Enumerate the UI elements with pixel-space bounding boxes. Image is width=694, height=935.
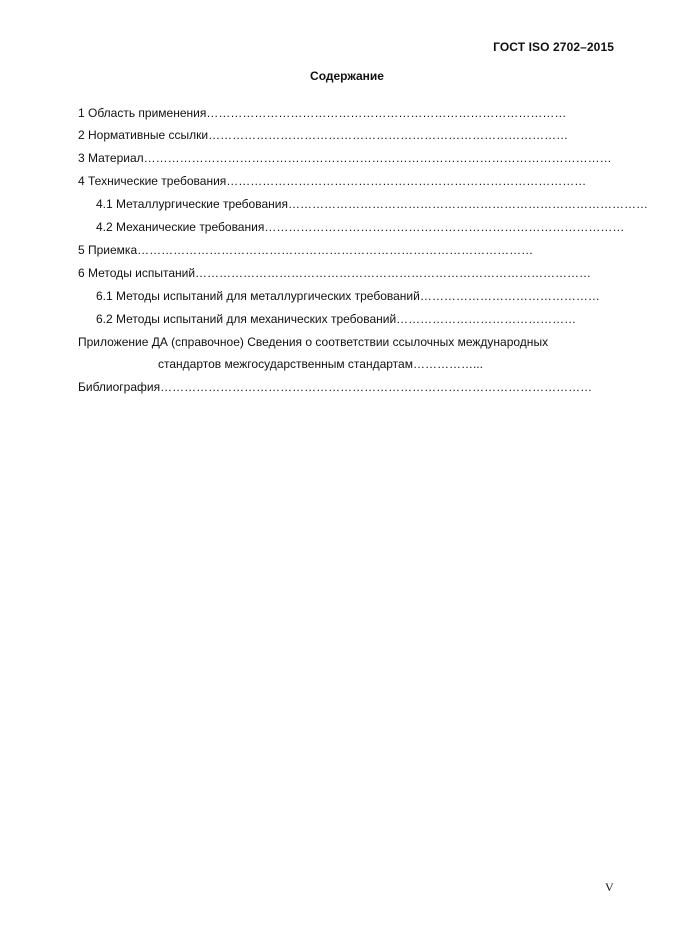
toc-entry-label: Приложение ДА (справочное) Сведения о соответствии ссылочных международных	[78, 335, 549, 349]
toc-leader-dots: ………………………………………………………………………………………………	[160, 380, 593, 394]
toc-entry-label: 6.1 Методы испытаний для металлургических требований	[96, 289, 420, 303]
toc-entry-material[interactable]	[78, 150, 618, 166]
toc-entry-label: 1 Область применения	[78, 106, 207, 120]
toc-entry-annex-da[interactable]	[78, 334, 618, 350]
table-of-contents	[78, 105, 648, 395]
document-code: ГОСТ ISO 2702–2015	[493, 40, 614, 54]
toc-leader-dots: ………………………………………	[419, 289, 600, 303]
toc-leader-dots: ………………………………………	[396, 312, 577, 326]
toc-entry-label: 4.2 Механические требования	[96, 220, 265, 234]
toc-leader-dots: ………………………………………………………………………………………………………	[143, 151, 612, 165]
toc-entry-acceptance[interactable]	[78, 242, 618, 258]
toc-entry-label: 5 Приемка	[78, 243, 138, 257]
toc-entry-label: 4 Технические требования	[78, 174, 227, 188]
toc-entry-normative-references[interactable]	[78, 127, 618, 143]
toc-leader-dots: ……………...	[412, 357, 483, 371]
toc-leader-dots: ………………………………………………………………………………	[287, 197, 648, 211]
toc-title: Содержание	[310, 69, 384, 83]
toc-entry-label: 2 Нормативные ссылки	[78, 128, 209, 142]
toc-leader-dots: ………………………………………………………………………………	[226, 174, 587, 188]
toc-entry-label: 4.1 Металлургические требования	[96, 197, 288, 211]
toc-entry-technical-requirements[interactable]	[78, 173, 618, 189]
toc-entry-annex-da-continuation[interactable]	[78, 356, 618, 372]
toc-entry-test-methods[interactable]	[78, 265, 618, 281]
toc-entry-label: 3 Материал	[78, 151, 144, 165]
toc-entry-label: стандартов межгосударственным стандартам	[158, 357, 413, 371]
toc-leader-dots: ………………………………………………………………………………	[208, 128, 569, 142]
toc-entry-test-methods-metallurgical[interactable]	[78, 288, 618, 304]
toc-leader-dots: ………………………………………………………………………………	[206, 106, 567, 120]
toc-entry-label: 6.2 Методы испытаний для механических требований	[96, 312, 397, 326]
toc-leader-dots: ………………………………………………………………………………………	[137, 243, 534, 257]
toc-leader-dots: ………………………………………………………………………………………	[195, 266, 592, 280]
toc-leader-dots: ………………………………………………………………………………	[264, 220, 625, 234]
toc-entry-label: Библиография	[78, 380, 161, 394]
toc-entry-metallurgical-requirements[interactable]	[78, 196, 648, 212]
toc-entry-label: 6 Методы испытаний	[78, 266, 196, 280]
toc-entry-test-methods-mechanical[interactable]	[78, 311, 618, 327]
toc-entry-scope[interactable]	[78, 105, 618, 121]
page-number: V	[605, 880, 614, 894]
toc-entry-mechanical-requirements[interactable]	[78, 219, 625, 235]
toc-entry-bibliography[interactable]	[78, 379, 618, 395]
